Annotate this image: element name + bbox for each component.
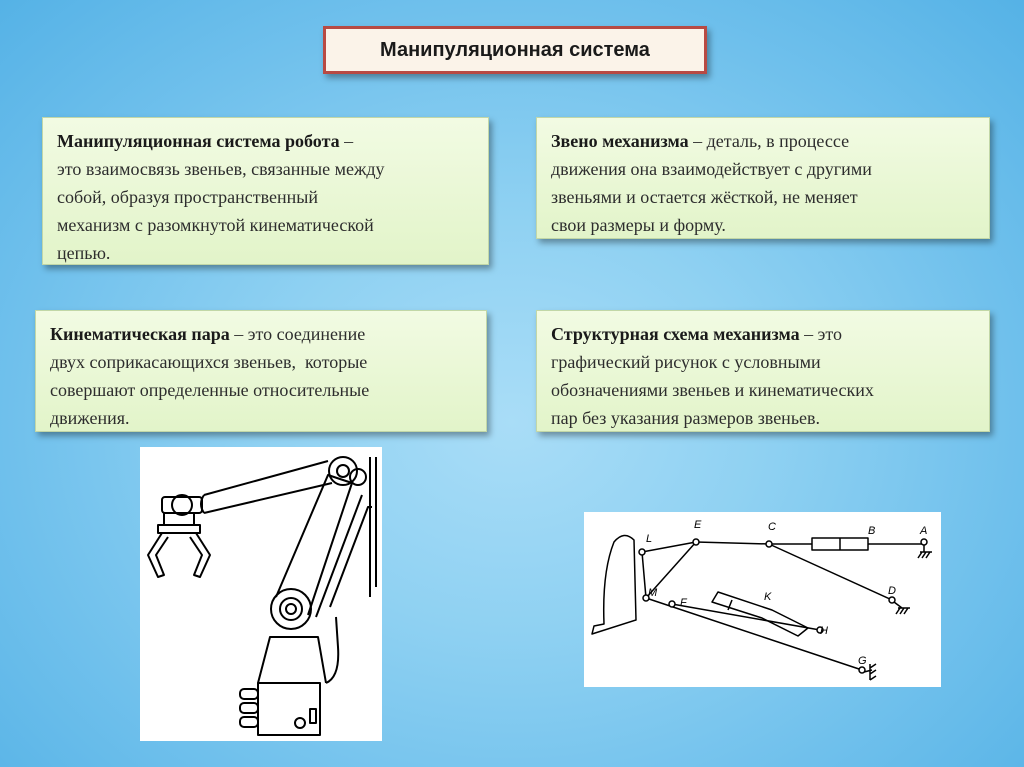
card-line bbox=[551, 320, 977, 348]
card-line bbox=[50, 320, 474, 348]
label-M: M bbox=[648, 587, 658, 599]
link-F-H bbox=[672, 604, 820, 630]
definition-card-manipulation-system bbox=[42, 117, 489, 265]
card-text: – это bbox=[799, 324, 842, 344]
joint-L bbox=[639, 549, 645, 555]
card-term: Звено механизма bbox=[551, 131, 689, 151]
label-D: D bbox=[888, 585, 896, 597]
robot-manipulator-illustration bbox=[140, 447, 382, 741]
label-C: C bbox=[768, 521, 776, 533]
card-line: движения она взаимодействует с другими bbox=[551, 159, 872, 179]
card-line: это взаимосвязь звеньев, связанные между bbox=[57, 159, 385, 179]
link-C-D bbox=[769, 544, 892, 600]
label-F: F bbox=[680, 597, 687, 609]
card-term: Манипуляционная система робота bbox=[57, 131, 340, 151]
gripper-finger-left bbox=[148, 533, 168, 577]
joint-G bbox=[859, 667, 865, 673]
label-A: A bbox=[920, 525, 928, 537]
robot-body bbox=[258, 637, 326, 683]
card-term: Структурная схема механизма bbox=[551, 324, 800, 344]
robot-arm-drawing bbox=[140, 447, 382, 741]
card-line: графический рисунок с условными bbox=[551, 352, 821, 372]
label-K: K bbox=[764, 591, 772, 603]
label-E: E bbox=[694, 519, 702, 531]
definition-card-structural-scheme bbox=[536, 310, 990, 432]
label-G: G bbox=[858, 655, 867, 667]
card-line: собой, образуя пространственный bbox=[57, 187, 318, 207]
card-line: свои размеры и форму. bbox=[551, 215, 726, 235]
mechanism-scheme-drawing bbox=[584, 512, 941, 687]
card-line: обозначениями звеньев и кинематических bbox=[551, 380, 874, 400]
card-text: – это соединение bbox=[229, 324, 366, 344]
card-text: – деталь, в процессе bbox=[688, 131, 850, 151]
card-text: – bbox=[339, 131, 354, 151]
label-B: B bbox=[868, 525, 876, 537]
upper-arm-link bbox=[276, 475, 352, 615]
slide-title: Манипуляционная система bbox=[380, 38, 650, 61]
joint-C bbox=[766, 541, 772, 547]
forearm-link bbox=[204, 461, 332, 513]
slide-title-box bbox=[323, 26, 707, 74]
card-line bbox=[57, 127, 476, 155]
definition-card-kinematic-pair bbox=[35, 310, 487, 432]
card-line bbox=[551, 127, 977, 155]
joint-D bbox=[889, 597, 895, 603]
bucket-shape bbox=[592, 535, 636, 634]
link-E-C bbox=[696, 542, 769, 544]
card-line: механизм с разомкнутой кинематической bbox=[57, 215, 374, 235]
joint-E bbox=[693, 539, 699, 545]
card-line: пар без указания размеров звеньев. bbox=[551, 408, 821, 428]
card-line: совершают определенные относительные bbox=[50, 380, 370, 400]
joint-F bbox=[669, 601, 675, 607]
link-M-G bbox=[646, 598, 862, 670]
label-L: L bbox=[646, 533, 653, 545]
definition-card-link bbox=[536, 117, 990, 239]
card-line: цепью. bbox=[57, 243, 111, 263]
structural-scheme-illustration bbox=[584, 512, 941, 687]
card-line: двух соприкасающихся звеньев, которые bbox=[50, 352, 368, 372]
card-term: Кинематическая пара bbox=[50, 324, 230, 344]
gripper-finger-right bbox=[190, 533, 210, 577]
joint-A bbox=[921, 539, 927, 545]
card-line: движения. bbox=[50, 408, 130, 428]
card-line: звеньями и остается жёсткой, не меняет bbox=[551, 187, 858, 207]
label-H: H bbox=[820, 625, 828, 637]
